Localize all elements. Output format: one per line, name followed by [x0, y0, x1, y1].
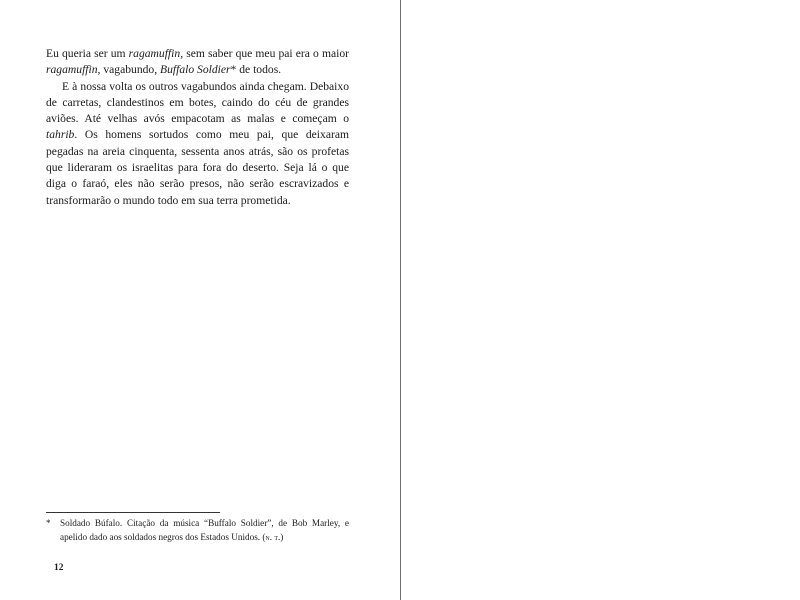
right-page-blank — [401, 0, 800, 600]
translator-note-tag: (n. t.) — [262, 532, 284, 543]
paragraph-1: Eu queria ser um ragamuffin, sem saber que meu pai era o maior ragamuffin, vagabundo, Buffalo Soldier* de todos. — [46, 47, 349, 77]
body-text — [46, 46, 349, 209]
paragraph-2: E à nossa volta os outros vagabundos ainda chegam. Debaixo de carretas, clandestinos em botes, caindo do céu de grandes aviões. Até velhas avós empacotam as malas e começam o tahrib. Os homens sortudos como meu pai, que deixaram pegadas na areia cinquenta, sessenta anos atrás, são os profetas que lideraram os israelitas para fora do deserto. Seja lá o que diga o faraó, eles não serão presos, não serão escravizados e transformarão o mundo todo em sua terra prometida. — [46, 79, 349, 207]
footnote — [46, 516, 349, 544]
page-number: 12 — [54, 563, 64, 573]
footnote-divider — [46, 512, 220, 513]
footnote-text: Soldado Búfalo. Citação da música “Buffalo Soldier”, de Bob Marley, e apelido dado aos soldados negros dos Estados Unidos. (n. t.) — [60, 518, 349, 543]
footnote-marker: * — [46, 518, 51, 528]
